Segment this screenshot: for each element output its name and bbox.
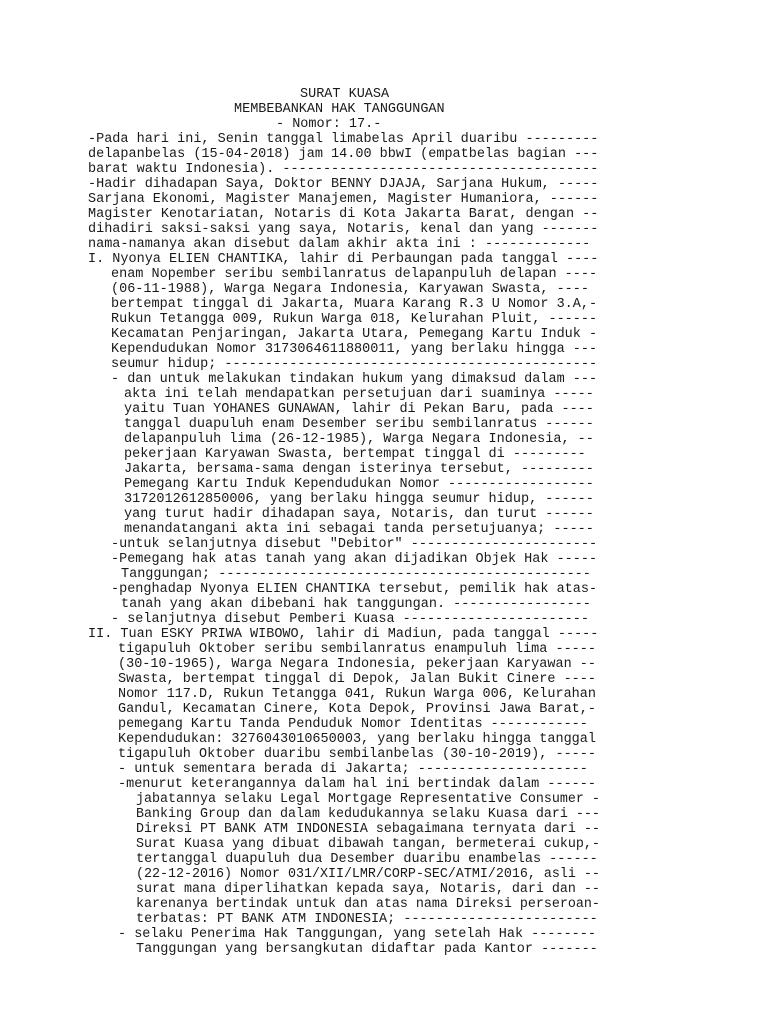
deed-line: seumur hidup; ----------------------------------------------	[111, 357, 598, 372]
deed-line: -Pada hari ini, Senin tanggal limabelas April duaribu ---------	[88, 132, 599, 147]
deed-line: bertempat tinggal di Jakarta, Muara Karang R.3 U Nomor 3.A,-	[111, 297, 598, 312]
deed-line: Direksi PT BANK ATM INDONESIA sebagaimana ternyata dari --	[136, 822, 600, 837]
deed-line: jabatannya selaku Legal Mortgage Representative Consumer -	[136, 792, 600, 807]
deed-line: I. Nyonya ELIEN CHANTIKA, lahir di Perbaungan pada tanggal ----	[88, 252, 599, 267]
deed-line: tanggal duapuluh enam Desember seribu sembilanratus ------	[124, 417, 594, 432]
deed-line: (30-10-1965), Warga Negara Indonesia, pekerjaan Karyawan --	[118, 657, 596, 672]
deed-line: pekerjaan Karyawan Swasta, bertempat tinggal di ---------	[124, 447, 586, 462]
deed-line: yang turut hadir dihadapan saya, Notaris, dan turut ------	[124, 507, 594, 522]
deed-line: surat mana diperlihatkan kepada saya, Notaris, dari dan --	[136, 882, 600, 897]
deed-line: - selaku Penerima Hak Tanggungan, yang setelah Hak --------	[118, 927, 596, 942]
deed-line: tertanggal duapuluh dua Desember duaribu enambelas ------	[136, 852, 598, 867]
deed-line: tigapuluh Oktober duaribu sembilanbelas (30-10-2019), -----	[118, 747, 596, 762]
document-number: - Nomor: 17.-	[276, 117, 382, 132]
deed-line: Pemegang Kartu Induk Kependudukan Nomor ------------------	[124, 477, 594, 492]
deed-line: akta ini telah mendapatkan persetujuan dari suaminya -----	[124, 387, 594, 402]
deed-line: tanah yang akan dibebani hak tanggungan. -----------------	[121, 597, 591, 612]
deed-line: yaitu Tuan YOHANES GUNAWAN, lahir di Pekan Baru, pada ----	[124, 402, 594, 417]
deed-line: Tanggungan; ----------------------------------------------	[121, 567, 591, 582]
deed-line: pemegang Kartu Tanda Penduduk Nomor Identitas ------------	[118, 717, 588, 732]
deed-line: barat waktu Indonesia). ---------------------------------------	[88, 162, 599, 177]
deed-line: delapanbelas (15-04-2018) jam 14.00 bbwI (empatbelas bagian ---	[88, 147, 599, 162]
deed-line: Nomor 117.D, Rukun Tetangga 041, Rukun Warga 006, Kelurahan	[118, 687, 596, 702]
deed-line: menandatangani akta ini sebagai tanda persetujuanya; -----	[124, 522, 594, 537]
deed-line: Tanggungan yang bersangkutan didaftar pada Kantor -------	[136, 942, 598, 957]
deed-line: Banking Group dan dalam kedudukannya selaku Kuasa dari ---	[136, 807, 600, 822]
document-subtitle: MEMBEBANKAN HAK TANGGUNGAN	[234, 102, 445, 117]
deed-line: Swasta, bertempat tinggal di Depok, Jalan Bukit Cinere ----	[118, 672, 596, 687]
deed-line: -untuk selanjutnya disebut "Debitor" -----------------------	[111, 537, 598, 552]
deed-line: - dan untuk melakukan tindakan hukum yang dimaksud dalam ---	[111, 372, 598, 387]
deed-line: II. Tuan ESKY PRIWA WIBOWO, lahir di Madiun, pada tanggal -----	[88, 627, 599, 642]
deed-line: tigapuluh Oktober seribu sembilanratus enampuluh lima -----	[118, 642, 596, 657]
deed-line: terbatas: PT BANK ATM INDONESIA; ------------------------	[136, 912, 598, 927]
deed-line: enam Nopember seribu sembilanratus delapanpuluh delapan ----	[111, 267, 598, 282]
deed-line: dihadiri saksi-saksi yang saya, Notaris, kenal dan yang -------	[88, 222, 599, 237]
deed-line: Sarjana Ekonomi, Magister Manajemen, Magister Humaniora, ------	[88, 192, 599, 207]
deed-line: nama-namanya akan disebut dalam akhir akta ini : -------------	[88, 237, 591, 252]
deed-line: -menurut keterangannya dalam hal ini bertindak dalam ------	[118, 777, 596, 792]
deed-line: Kependudukan Nomor 3173064611880011, yang berlaku hingga ---	[111, 342, 598, 357]
deed-line: -Hadir dihadapan Saya, Doktor BENNY DJAJA, Sarjana Hukum, -----	[88, 177, 599, 192]
deed-line: - selanjutnya disebut Pemberi Kuasa -----------------------	[111, 612, 589, 627]
document-title: SURAT KUASA	[300, 87, 390, 102]
deed-line: 3172012612850006, yang berlaku hingga seumur hidup, ------	[124, 492, 594, 507]
deed-line: (22-12-2016) Nomor 031/XII/LMR/CORP-SEC/ATMI/2016, asli --	[136, 867, 600, 882]
deed-line: Magister Kenotariatan, Notaris di Kota Jakarta Barat, dengan --	[88, 207, 599, 222]
deed-line: delapanpuluh lima (26-12-1985), Warga Negara Indonesia, --	[124, 432, 594, 447]
deed-line: (06-11-1988), Warga Negara Indonesia, Karyawan Swasta, ----	[111, 282, 589, 297]
deed-line: Gandul, Kecamatan Cinere, Kota Depok, Provinsi Jawa Barat,-	[118, 702, 596, 717]
deed-line: Surat Kuasa yang dibuat dibawah tangan, bermeterai cukup,-	[136, 837, 600, 852]
deed-line: karenanya bertindak untuk dan atas nama Direksi perseroan-	[136, 897, 600, 912]
deed-line: Jakarta, bersama-sama dengan isterinya tersebut, ---------	[124, 462, 594, 477]
deed-line: Kependudukan: 3276043010650003, yang berlaku hingga tanggal	[118, 732, 596, 747]
deed-line: Rukun Tetangga 009, Rukun Warga 018, Kelurahan Pluit, ------	[111, 312, 598, 327]
deed-line: Kecamatan Penjaringan, Jakarta Utara, Pemegang Kartu Induk -	[111, 327, 598, 342]
deed-line: -penghadap Nyonya ELIEN CHANTIKA tersebut, pemilik hak atas-	[111, 582, 598, 597]
deed-line: - untuk sementara berada di Jakarta; ---------------------	[118, 762, 588, 777]
deed-line: -Pemegang hak atas tanah yang akan dijadikan Objek Hak -----	[111, 552, 598, 567]
